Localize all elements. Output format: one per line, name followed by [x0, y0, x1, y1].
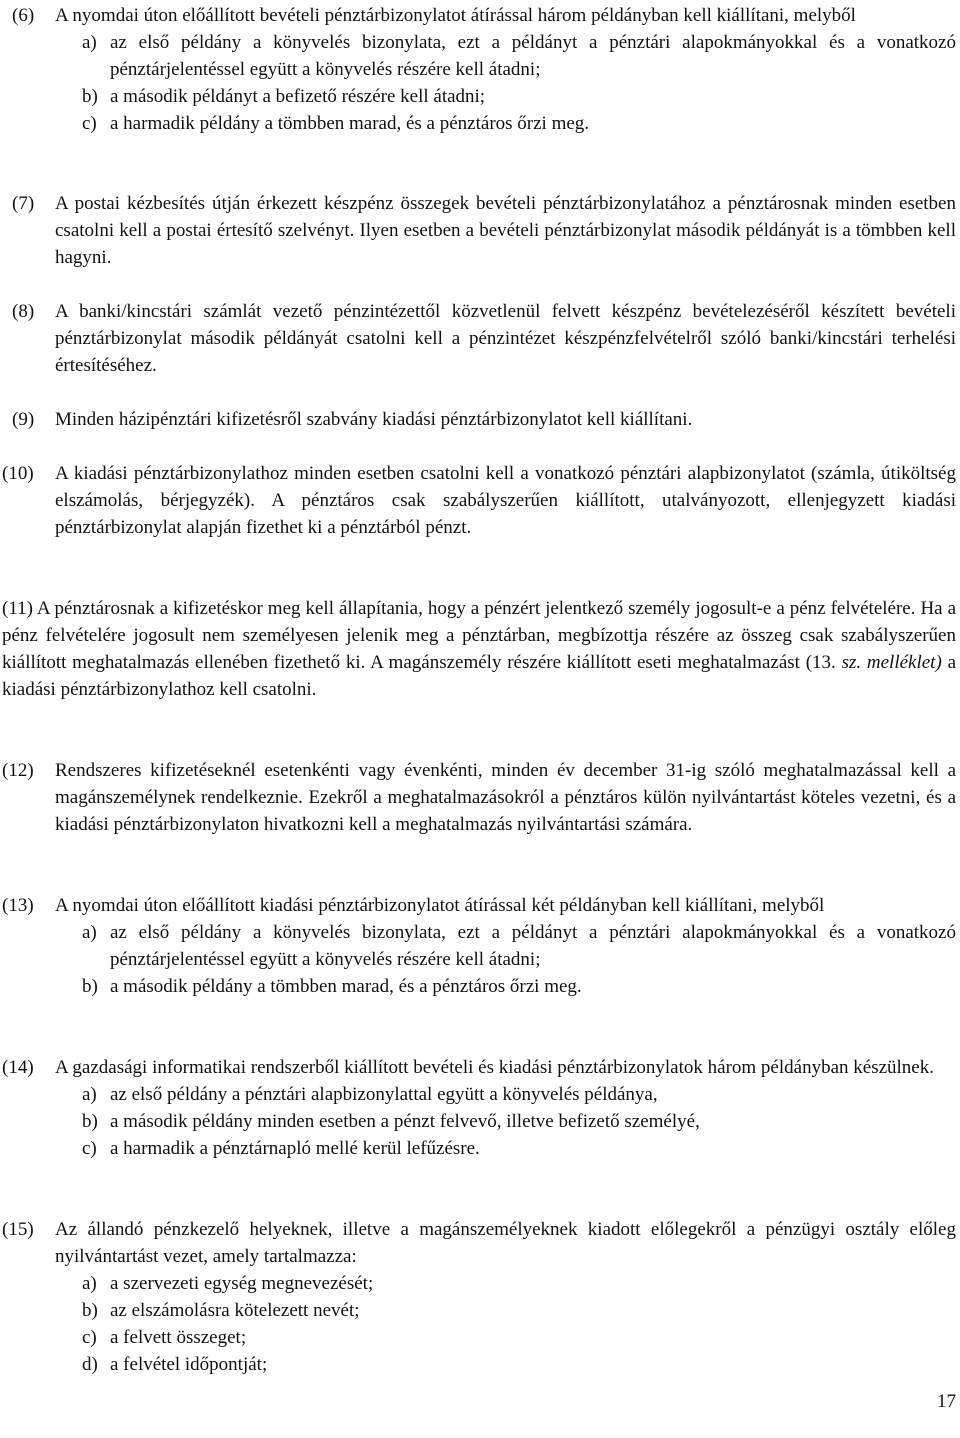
list-item: b) a második példányt a befizető részére kell átadni; — [82, 86, 486, 107]
item-list — [12, 919, 956, 1000]
paragraph-text: Minden házipénztári kifizetésről szabvány kiadási pénztárbizonylatot kell kiállítani. — [55, 409, 693, 430]
paragraph-text: A kiadási pénztárbizonylathoz minden esetben csatolni kell a vonatkozó pénztári alapbizonylatot (számla, útiköltség elszámolás, bérjegyzék). A pénztáros csak szabályszerűen kiállított, utalványozott, ellenjegyzett kiadási pénztárbizonylat alapján fizethet ki a pénztárból pénzt. — [55, 463, 956, 538]
paragraph-12 — [2, 757, 956, 838]
list-item: b) a második példány minden esetben a pénzt felvevő, illetve befizető személyé, — [82, 1111, 700, 1132]
paragraph-number: (13) — [2, 895, 34, 916]
list-item: c) a felvett összeget; — [82, 1327, 247, 1348]
list-item: a) az első példány a könyvelés bizonylata, ezt a példányt a pénztári alapokmányokkal és a vonatkozó pénztárjelentéssel együtt a könyvelés részére kell átadni; — [82, 32, 956, 80]
list-item: a) az első példány a pénztári alapbizonylattal együtt a könyvelés példánya, — [82, 1084, 658, 1105]
item-list — [12, 29, 956, 137]
paragraph-14 — [2, 1054, 956, 1162]
page-number: 17 — [937, 1391, 956, 1412]
paragraph-intro: A nyomdai úton előállított kiadási pénztárbizonylatot átírással két példányban kell kiállítani, melyből — [55, 895, 825, 916]
list-item: a) a szervezeti egység megnevezését; — [82, 1273, 374, 1294]
paragraph-7 — [12, 190, 956, 271]
paragraph-15 — [2, 1216, 956, 1378]
list-item: c) a harmadik a pénztárnapló mellé kerül lefűzésre. — [82, 1138, 480, 1159]
paragraph-number: (11) — [2, 598, 33, 619]
paragraph-intro: A gazdasági informatikai rendszerből kiállított bevételi és kiadási pénztárbizonylatok három példányban készülnek. — [55, 1057, 934, 1078]
list-item: a) az első példány a könyvelés bizonylata, ezt a példányt a pénztári alapokmányokkal és a vonatkozó pénztárjelentéssel együtt a könyvelés részére kell átadni; — [82, 922, 956, 970]
paragraph-text: Rendszeres kifizetéseknél esetenkénti vagy évenkénti, minden év december 31-ig szóló meghatalmazással kell a magánszemélynek rendelkeznie. Ezekről a meghatalmazásokról a pénztáros külön nyilvántartást köteles vezetni, és a kiadási pénztárbizonylaton hivatkozni kell a meghatalmazás nyilvántartási számára. — [55, 760, 956, 835]
paragraph-text: A postai kézbesítés útján érkezett készpénz összegek bevételi pénztárbizonylatához a pénztárosnak minden esetben csatolni kell a postai értesítő szelvényt. Ilyen esetben a bevételi pénztárbizonylat második példányát is a tömbben kell hagyni. — [55, 193, 956, 268]
paragraph-text-end: a kiadási pénztárbizonylathoz kell csatolni. — [2, 652, 957, 700]
list-item: b) a második példány a tömbben marad, és a pénztáros őrzi meg. — [82, 976, 582, 997]
paragraph-number: (15) — [2, 1219, 34, 1240]
item-list — [12, 1081, 956, 1162]
list-item: b) az elszámolásra kötelezett nevét; — [82, 1300, 360, 1321]
paragraph-10 — [2, 460, 956, 541]
list-item: c) a harmadik példány a tömbben marad, és a pénztáros őrzi meg. — [82, 113, 590, 134]
paragraph-number: (6) — [12, 5, 35, 26]
paragraph-intro: A nyomdai úton előállított bevételi pénztárbizonylatot átírással három példányban kell kiállítani, melyből — [55, 5, 856, 26]
paragraph-number: (10) — [2, 463, 34, 484]
paragraph-13 — [2, 892, 956, 1000]
paragraph-6 — [12, 2, 956, 137]
paragraph-11 — [2, 595, 956, 703]
list-item: d) a felvétel időpontját; — [82, 1354, 268, 1375]
paragraph-number: (9) — [12, 409, 35, 430]
paragraph-number: (7) — [12, 193, 35, 214]
paragraph-9 — [12, 406, 956, 433]
paragraph-text-italic: sz. melléklet) — [841, 652, 942, 673]
paragraph-8 — [12, 298, 956, 379]
paragraph-number: (12) — [2, 760, 34, 781]
paragraph-intro: Az állandó pénzkezelő helyeknek, illetve a magánszemélyeknek kiadott előlegekről a pénzügyi osztály előleg nyilvántartást vezet, amely tartalmazza: — [55, 1219, 956, 1267]
paragraph-number: (14) — [2, 1057, 34, 1078]
paragraph-text: A pénztárosnak a kifizetéskor meg kell állapítania, hogy a pénzért jelentkező személy jogosult-e a pénz felvételére. Ha a pénz felvételére jogosult nem személyesen jelenik meg a pénztárban, megbízottja részére az összeg csak szabályszerűen kiállított meghatalmazás ellenében fizethető ki. A magánszemély részére kiállított eseti meghatalmazást (13. — [2, 598, 957, 673]
paragraph-text: A banki/kincstári számlát vezető pénzintézettől közvetlenül felvett készpénz bevételezéséről készített bevételi pénztárbizonylat második példányát csatolni kell a pénzintézet készpénzfelvételről szóló banki/kincstári terhelési értesítéséhez. — [55, 301, 956, 376]
paragraph-number: (8) — [12, 301, 35, 322]
item-list — [12, 1270, 956, 1378]
